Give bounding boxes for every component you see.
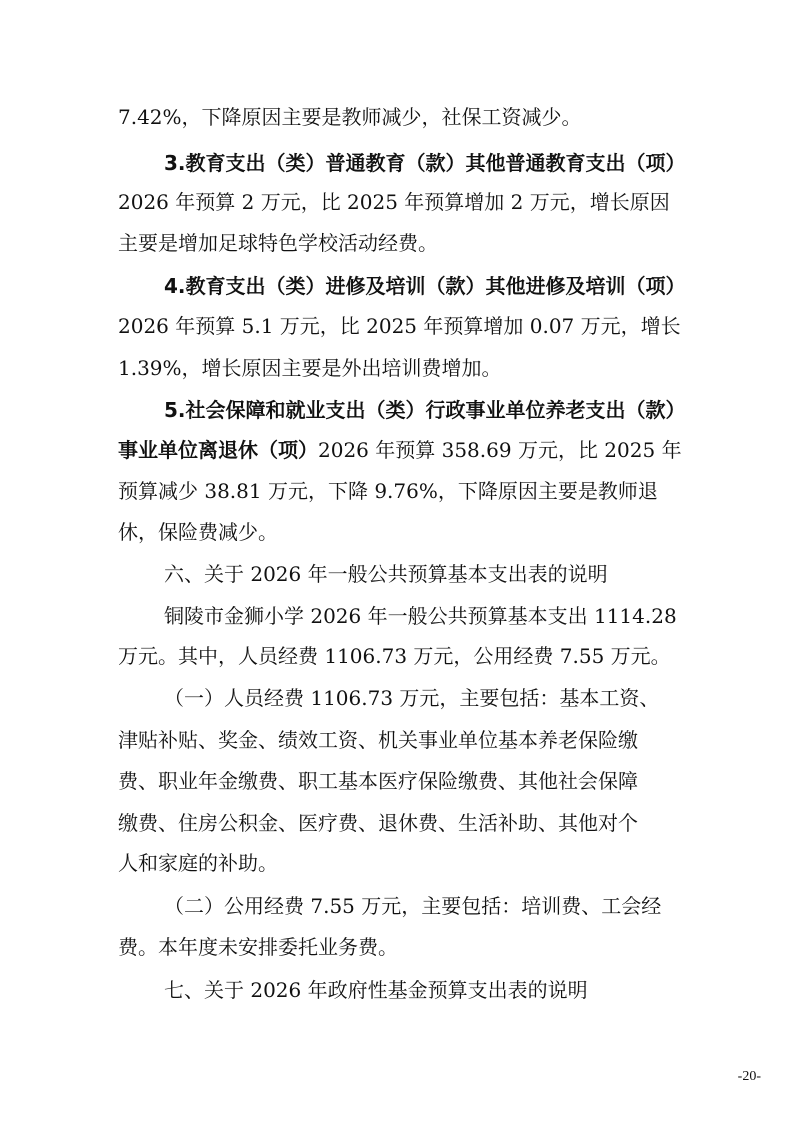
paragraph-line: 铜陵市金狮小学 2026 年一般公共预算基本支出 1114.28: [164, 604, 677, 628]
section-heading: 3.教育支出（类）普通教育（款）其他普通教育支出（项）: [164, 151, 686, 175]
paragraph-line: 缴费、住房公积金、医疗费、退休费、生活补助、其他对个: [118, 811, 638, 835]
section-heading: 5.社会保障和就业支出（类）行政事业单位养老支出（款）: [164, 398, 686, 422]
section-heading: 4.教育支出（类）进修及培训（款）其他进修及培训（项）: [164, 274, 686, 298]
paragraph-line: （二）公用经费 7.55 万元，主要包括：培训费、工会经: [164, 894, 662, 918]
paragraph-line: 2026 年预算 2 万元，比 2025 年预算增加 2 万元，增长原因: [118, 190, 670, 214]
paragraph-line: 津贴补贴、奖金、绩效工资、机关事业单位基本养老保险缴: [118, 728, 638, 752]
paragraph-text: 2026 年预算 358.69 万元，比 2025 年: [318, 438, 682, 462]
chapter-heading: 六、关于 2026 年一般公共预算基本支出表的说明: [164, 562, 608, 586]
paragraph-line: 7.42%，下降原因主要是教师减少，社保工资减少。: [118, 105, 582, 129]
paragraph-line: （一）人员经费 1106.73 万元，主要包括：基本工资、: [164, 686, 660, 710]
paragraph-line: 预算减少 38.81 万元，下降 9.76%，下降原因主要是教师退: [118, 479, 658, 503]
paragraph-line: 主要是增加足球特色学校活动经费。: [118, 231, 438, 255]
section-heading-continuation: 事业单位离退休（项）: [118, 438, 318, 462]
page-number: -20-: [737, 1069, 761, 1084]
paragraph-line: 费、职业年金缴费、职工基本医疗保险缴费、其他社会保障: [118, 769, 638, 793]
paragraph-line: 万元。其中，人员经费 1106.73 万元，公用经费 7.55 万元。: [118, 644, 671, 668]
paragraph-line: 1.39%，增长原因主要是外出培训费增加。: [118, 356, 502, 380]
paragraph-line: 人和家庭的补助。: [118, 851, 278, 875]
paragraph-line: [118, 437, 682, 463]
paragraph-line: 休，保险费减少。: [118, 520, 278, 544]
chapter-heading: 七、关于 2026 年政府性基金预算支出表的说明: [164, 978, 588, 1002]
paragraph-line: 2026 年预算 5.1 万元，比 2025 年预算增加 0.07 万元，增长: [118, 314, 681, 338]
paragraph-line: 费。本年度未安排委托业务费。: [118, 935, 398, 959]
